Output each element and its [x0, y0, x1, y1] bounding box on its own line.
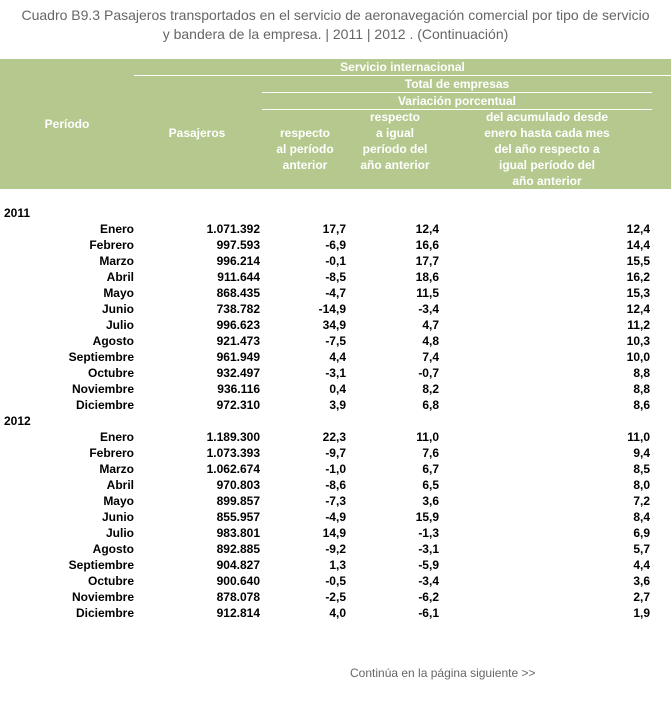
- cell-mes: Abril: [106, 478, 134, 492]
- cell-var-acumulado: 6,9: [633, 526, 650, 540]
- header-col-anterior-line: al período: [276, 142, 334, 156]
- cell-var-acumulado: 8,8: [633, 382, 650, 396]
- header-col-igual-line: año anterior: [360, 158, 430, 172]
- cell-pasajeros: 855.957: [216, 510, 260, 524]
- cell-pasajeros: 1.189.300: [206, 430, 260, 444]
- cell-pasajeros: 899.857: [216, 494, 260, 508]
- cell-var-igual: 6,8: [422, 398, 439, 412]
- cell-mes: Julio: [105, 318, 134, 332]
- cell-pasajeros: 911.644: [217, 270, 260, 284]
- cell-var-anterior: -0,5: [325, 574, 346, 588]
- cell-pasajeros: 997.593: [216, 238, 260, 252]
- cell-var-anterior: -7,5: [325, 334, 346, 348]
- cell-pasajeros: 900.640: [216, 574, 260, 588]
- cell-var-anterior: 17,7: [322, 222, 346, 236]
- cell-var-acumulado: 1,9: [633, 606, 650, 620]
- cell-var-acumulado: 11,2: [627, 318, 650, 332]
- header-col-acumulado-line: igual período del: [498, 158, 595, 172]
- cell-pasajeros: 868.435: [216, 286, 260, 300]
- cell-mes: Mayo: [103, 494, 134, 508]
- header-col-acumulado-line: del año respecto a: [494, 142, 600, 156]
- cell-var-acumulado: 8,5: [633, 462, 650, 476]
- cell-var-anterior: 3,9: [329, 398, 346, 412]
- cell-var-acumulado: 8,8: [633, 366, 650, 380]
- cell-var-anterior: 14,9: [322, 526, 346, 540]
- header-col-acumulado: [462, 109, 632, 189]
- header-col-igual-line: a igual: [375, 126, 414, 140]
- cell-var-anterior: 22,3: [322, 430, 346, 444]
- cell-var-igual: 7,6: [422, 446, 439, 460]
- cell-mes: Enero: [99, 430, 134, 444]
- cell-var-igual: 11,5: [416, 286, 439, 300]
- cell-var-igual: -0,7: [418, 366, 439, 380]
- cell-var-igual: -5,9: [418, 558, 439, 572]
- cell-var-anterior: -3,1: [325, 366, 346, 380]
- cell-mes: Diciembre: [75, 398, 134, 412]
- cell-var-igual: -3,4: [418, 302, 439, 316]
- continuation-note: Continúa en la página siguiente >>: [350, 666, 536, 680]
- cell-mes: Abril: [106, 270, 134, 284]
- cell-pasajeros: 970.803: [216, 478, 260, 492]
- header-col-acumulado-line: del acumulado desde: [485, 110, 609, 124]
- table-title: [0, 6, 671, 44]
- cell-var-igual: 4,8: [422, 334, 439, 348]
- header-col-anterior-line: respecto: [279, 126, 331, 140]
- cell-var-igual: 3,6: [422, 494, 439, 508]
- cell-var-acumulado: 15,3: [626, 286, 650, 300]
- cell-mes: Marzo: [99, 254, 134, 268]
- cell-pasajeros: 996.623: [216, 318, 260, 332]
- cell-var-anterior: -7,3: [325, 494, 346, 508]
- cell-var-acumulado: 3,6: [633, 574, 650, 588]
- header-col-anterior-line: anterior: [282, 158, 328, 172]
- cell-var-anterior: -2,5: [325, 590, 346, 604]
- cell-var-igual: 8,2: [422, 382, 439, 396]
- cell-var-anterior: 1,3: [329, 558, 346, 572]
- cell-pasajeros: 936.116: [217, 382, 260, 396]
- cell-var-acumulado: 14,4: [626, 238, 650, 252]
- cell-pasajeros: 996.214: [216, 254, 260, 268]
- cell-var-anterior: -8,5: [325, 270, 346, 284]
- cell-pasajeros: 1.071.392: [206, 222, 260, 236]
- cell-var-igual: -1,3: [418, 526, 439, 540]
- header-col-acumulado-line: año anterior: [512, 174, 582, 188]
- cell-var-acumulado: 5,7: [633, 542, 650, 556]
- cell-mes: Septiembre: [68, 558, 134, 572]
- cell-var-acumulado: 12,4: [626, 302, 650, 316]
- cell-var-igual: 15,9: [415, 510, 439, 524]
- cell-var-igual: -3,4: [418, 574, 439, 588]
- cell-var-igual: 6,5: [422, 478, 439, 492]
- cell-pasajeros: 961.949: [216, 350, 260, 364]
- cell-mes: Julio: [105, 526, 134, 540]
- cell-pasajeros: 904.827: [216, 558, 260, 572]
- cell-var-igual: -6,2: [418, 590, 439, 604]
- header-col-anterior: [262, 125, 348, 173]
- cell-mes: Agosto: [92, 334, 134, 348]
- cell-var-anterior: 4,4: [329, 350, 346, 364]
- cell-var-igual: 11,0: [416, 430, 439, 444]
- cell-mes: Octubre: [87, 366, 134, 380]
- cell-pasajeros: 921.473: [216, 334, 260, 348]
- cell-var-anterior: 4,0: [329, 606, 346, 620]
- cell-var-acumulado: 2,7: [633, 590, 650, 604]
- cell-var-anterior: -1,0: [325, 462, 346, 476]
- cell-var-acumulado: 8,6: [633, 398, 650, 412]
- cell-var-acumulado: 12,4: [626, 222, 650, 236]
- header-pasajeros: Pasajeros: [168, 126, 226, 140]
- cell-mes: Febrero: [89, 238, 134, 252]
- cell-mes: Enero: [99, 222, 134, 236]
- cell-var-igual: 18,6: [415, 270, 439, 284]
- cell-var-igual: 6,7: [422, 462, 439, 476]
- cell-pasajeros: 983.801: [216, 526, 260, 540]
- header-variacion: Variación porcentual: [397, 94, 517, 108]
- cell-var-anterior: 0,4: [329, 382, 346, 396]
- cell-mes: Diciembre: [75, 606, 134, 620]
- cell-var-anterior: -0,1: [325, 254, 346, 268]
- cell-var-acumulado: 4,4: [633, 558, 650, 572]
- cell-var-igual: 4,7: [422, 318, 439, 332]
- table-header: [0, 59, 671, 189]
- cell-var-igual: 17,7: [415, 254, 439, 268]
- cell-mes: Mayo: [103, 286, 134, 300]
- cell-pasajeros: 878.078: [216, 590, 260, 604]
- cell-mes: Septiembre: [68, 350, 134, 364]
- cell-var-acumulado: 8,4: [633, 510, 650, 524]
- cell-var-anterior: 34,9: [322, 318, 346, 332]
- header-col-igual: [352, 109, 438, 173]
- cell-var-acumulado: 10,3: [626, 334, 650, 348]
- header-servicio: Servicio internacional: [340, 60, 465, 74]
- cell-pasajeros: 972.310: [216, 398, 260, 412]
- cell-var-acumulado: 10,0: [626, 350, 650, 364]
- cell-var-acumulado: 8,0: [633, 478, 650, 492]
- cell-var-acumulado: 9,4: [633, 446, 650, 460]
- header-total: Total de empresas: [404, 77, 510, 91]
- cell-var-anterior: -4,7: [325, 286, 346, 300]
- cell-pasajeros: 738.782: [216, 302, 260, 316]
- cell-pasajeros: 1.073.393: [206, 446, 260, 460]
- cell-var-acumulado: 7,2: [633, 494, 650, 508]
- cell-mes: Junio: [102, 510, 134, 524]
- cell-var-acumulado: 15,5: [626, 254, 650, 268]
- header-periodo: Período: [44, 117, 90, 131]
- cell-var-igual: -3,1: [418, 542, 439, 556]
- year-label: 2012: [4, 414, 31, 428]
- table-title-line2: y bandera de la empresa. | 2011 | 2012 . (Continuación): [162, 26, 509, 42]
- cell-var-acumulado: 16,2: [626, 270, 650, 284]
- cell-mes: Junio: [102, 302, 134, 316]
- cell-var-anterior: -14,9: [318, 302, 346, 316]
- cell-pasajeros: 912.814: [216, 606, 260, 620]
- cell-mes: Noviembre: [71, 382, 134, 396]
- cell-var-igual: 12,4: [415, 222, 439, 236]
- cell-var-igual: 16,6: [415, 238, 439, 252]
- cell-pasajeros: 892.885: [216, 542, 260, 556]
- cell-var-igual: 7,4: [422, 350, 439, 364]
- cell-var-acumulado: 11,0: [627, 430, 650, 444]
- header-col-igual-line: período del: [362, 142, 428, 156]
- cell-var-igual: -6,1: [418, 606, 439, 620]
- header-col-igual-line: respecto: [369, 110, 421, 124]
- year-label: 2011: [4, 206, 31, 220]
- cell-pasajeros: 932.497: [216, 366, 260, 380]
- cell-var-anterior: -6,9: [325, 238, 346, 252]
- cell-mes: Octubre: [87, 574, 134, 588]
- header-col-acumulado-line: enero hasta cada mes: [484, 126, 610, 140]
- cell-var-anterior: -4,9: [325, 510, 346, 524]
- table-title-line1: Cuadro B9.3 Pasajeros transportados en el servicio de aeronavegación comercial por tipo de servicio: [21, 7, 650, 23]
- cell-pasajeros: 1.062.674: [206, 462, 260, 476]
- cell-mes: Marzo: [99, 462, 134, 476]
- cell-mes: Noviembre: [71, 590, 134, 604]
- cell-var-anterior: -8,6: [325, 478, 346, 492]
- cell-var-anterior: -9,2: [325, 542, 346, 556]
- cell-mes: Febrero: [89, 446, 134, 460]
- cell-mes: Agosto: [92, 542, 134, 556]
- cell-var-anterior: -9,7: [325, 446, 346, 460]
